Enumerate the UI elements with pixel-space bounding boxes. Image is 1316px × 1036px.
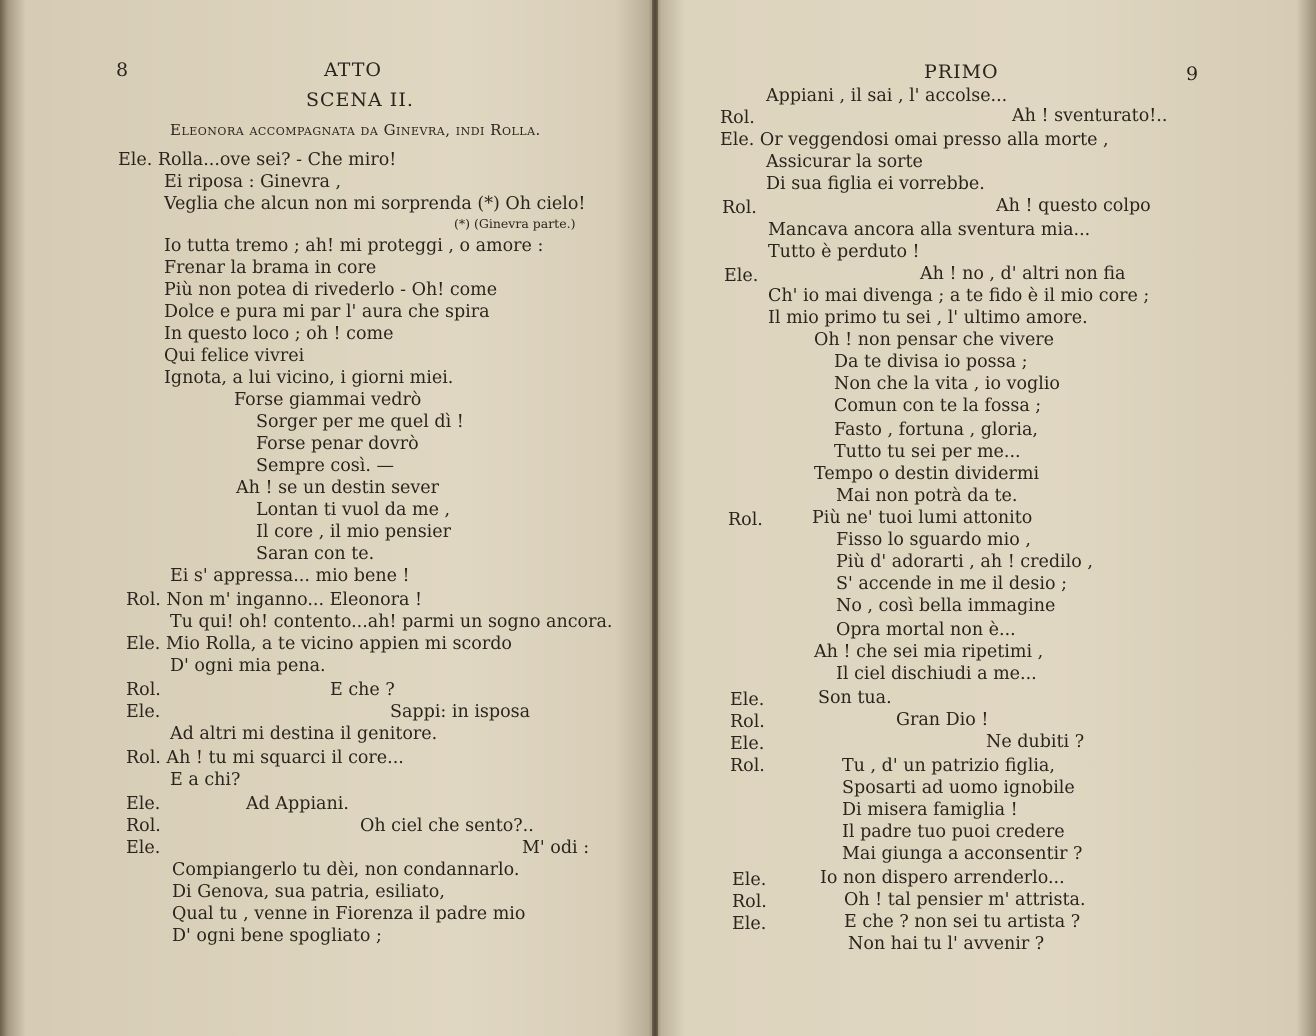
verse-line: Sposarti ad uomo ignobile (842, 778, 1075, 798)
verse-line: Dolce e pura mi par l' aura che spira (164, 302, 490, 322)
verse-line: Lontan ti vuol da me , (256, 500, 451, 520)
book-gutter (652, 0, 658, 1036)
verse-line: Fasto , fortuna , gloria, (834, 420, 1038, 440)
verse-line: Ah ! che sei mia ripetimi , (814, 642, 1044, 662)
speaker-label: Ele. (730, 690, 765, 710)
verse-line: Sorger per me quel dì ! (256, 412, 464, 432)
verse-line: Ah ! no , d' altri non fia (920, 264, 1126, 284)
verse-line: Opra mortal non è... (836, 620, 1016, 640)
verse-line: Ignota, a lui vicino, i giorni miei. (164, 368, 454, 388)
verse-line: Il ciel dischiudi a me... (836, 664, 1037, 684)
speaker-label: Rol. (126, 680, 161, 700)
speaker-label: Ele. (730, 734, 765, 754)
running-head: ATTO (324, 59, 382, 81)
verse-line: Ad Appiani. (246, 794, 349, 814)
verse-line: Più d' adorarti , ah ! credilo , (836, 552, 1093, 572)
verse-line: Io tutta tremo ; ah! mi proteggi , o amore : (164, 236, 544, 256)
verse-line: Rol. Non m' inganno... Eleonora ! (126, 590, 423, 610)
page-number: 8 (116, 59, 130, 81)
verse-line: Ele. Rolla...ove sei? - Che miro! (118, 150, 397, 170)
speaker-label: Rol. (126, 816, 161, 836)
footnote: (*) (Ginevra parte.) (454, 216, 576, 231)
verse-line: Ei s' appressa... mio bene ! (170, 566, 410, 586)
verse-line: D' ogni bene spogliato ; (172, 926, 382, 946)
verse-line: Più non potea di rivederlo - Oh! come (164, 280, 498, 300)
verse-line: Compiangerlo tu dèi, non condannarlo. (172, 860, 520, 880)
verse-line: Ah ! se un destin sever (236, 478, 440, 498)
verse-line: Di Genova, sua patria, esiliato, (172, 882, 445, 902)
verse-line: Non hai tu l' avvenir ? (848, 934, 1045, 954)
verse-line: Fisso lo sguardo mio , (836, 530, 1031, 550)
verse-line: Veglia che alcun non mi sorprenda (*) Oh cielo! (164, 194, 586, 214)
verse-line: Gran Dio ! (896, 710, 989, 730)
verse-line: Ch' io mai divenga ; a te fido è il mio core ; (768, 286, 1150, 306)
verse-line: Più ne' tuoi lumi attonito (812, 508, 1033, 528)
verse-line: Ne dubiti ? (986, 732, 1085, 752)
verse-line: Appiani , il sai , l' accolse... (766, 86, 1008, 106)
verse-line: Oh ciel che sento?.. (360, 816, 534, 836)
verse-line: Comun con te la fossa ; (834, 396, 1042, 416)
verse-line: Mai non potrà da te. (836, 486, 1018, 506)
verse-line: E a chi? (170, 770, 241, 790)
verse-line: Forse penar dovrò (256, 434, 419, 454)
verse-line: Tutto tu sei per me... (834, 442, 1021, 462)
verse-line: Rol. Ah ! tu mi squarci il core... (126, 748, 404, 768)
verse-line: E che ? (330, 680, 395, 700)
verse-line: Sappi: in isposa (390, 702, 531, 722)
verse-line: Sempre così. — (256, 456, 394, 476)
verse-line: E che ? non sei tu artista ? (844, 912, 1081, 932)
speaker-label: Rol. (720, 108, 755, 128)
speaker-label: Ele. (126, 838, 161, 858)
verse-line: Di sua figlia ei vorrebbe. (766, 174, 985, 194)
verse-line: Tutto è perduto ! (768, 242, 920, 262)
verse-line: Ad altri mi destina il genitore. (170, 724, 438, 744)
speaker-label: Ele. (126, 702, 161, 722)
verse-line: Ah ! sventurato!.. (1012, 106, 1168, 126)
speaker-label: Ele. (732, 914, 767, 934)
verse-line: Ah ! questo colpo (996, 196, 1151, 216)
verse-line: Il mio primo tu sei , l' ultimo amore. (768, 308, 1088, 328)
scene-title: SCENA II. (306, 89, 414, 111)
verse-line: Oh ! non pensar che vivere (814, 330, 1055, 350)
verse-line: Saran con te. (256, 544, 375, 564)
verse-line: Assicurar la sorte (766, 152, 923, 172)
verse-line: No , così bella immagine (836, 596, 1056, 616)
verse-line: Qual tu , venne in Fiorenza il padre mio (172, 904, 526, 924)
verse-line: Forse giammai vedrò (234, 390, 422, 410)
verse-line: Ele. Or veggendosi omai presso alla morte , (720, 130, 1109, 150)
speaker-label: Ele. (724, 266, 759, 286)
running-head: PRIMO (924, 61, 999, 83)
verse-line: Son tua. (818, 688, 892, 708)
speaker-label: Ele. (732, 870, 767, 890)
speaker-label: Rol. (732, 892, 767, 912)
verse-line: Di misera famiglia ! (842, 800, 1018, 820)
verse-line: Oh ! tal pensier m' attrista. (844, 890, 1086, 910)
speaker-label: Rol. (722, 198, 757, 218)
verse-line: D' ogni mia pena. (170, 656, 326, 676)
verse-line: S' accende in me il desio ; (836, 574, 1067, 594)
verse-line: Mancava ancora alla sventura mia... (768, 220, 1091, 240)
speaker-label: Ele. (126, 794, 161, 814)
verse-line: Tempo o destin dividermi (814, 464, 1040, 484)
verse-line: Mai giunga a acconsentir ? (842, 844, 1083, 864)
verse-line: Ele. Mio Rolla, a te vicino appien mi scordo (126, 634, 512, 654)
verse-line: Frenar la brama in core (164, 258, 377, 278)
verse-line: Il core , il mio pensier (256, 522, 451, 542)
verse-line: M' odi : (522, 838, 590, 858)
verse-line: Ei riposa : Ginevra , (164, 172, 342, 192)
verse-line: Il padre tuo puoi credere (842, 822, 1065, 842)
verse-line: Qui felice vivrei (164, 346, 305, 366)
verse-line: In questo loco ; oh ! come (164, 324, 394, 344)
verse-line: Tu , d' un patrizio figlia, (842, 756, 1055, 776)
verse-line: Da te divisa io possa ; (834, 352, 1028, 372)
verse-line: Tu qui! oh! contento...ah! parmi un sogno ancora. (170, 612, 613, 632)
speaker-label: Rol. (730, 756, 765, 776)
page-number: 9 (1186, 63, 1200, 85)
speaker-label: Rol. (730, 712, 765, 732)
verse-line: Non che la vita , io voglio (834, 374, 1060, 394)
verse-line: Io non dispero arrenderlo... (820, 868, 1065, 888)
speaker-label: Rol. (728, 510, 763, 530)
stage-direction: Eleonora accompagnata da Ginevra, indi Rolla. (170, 121, 541, 139)
